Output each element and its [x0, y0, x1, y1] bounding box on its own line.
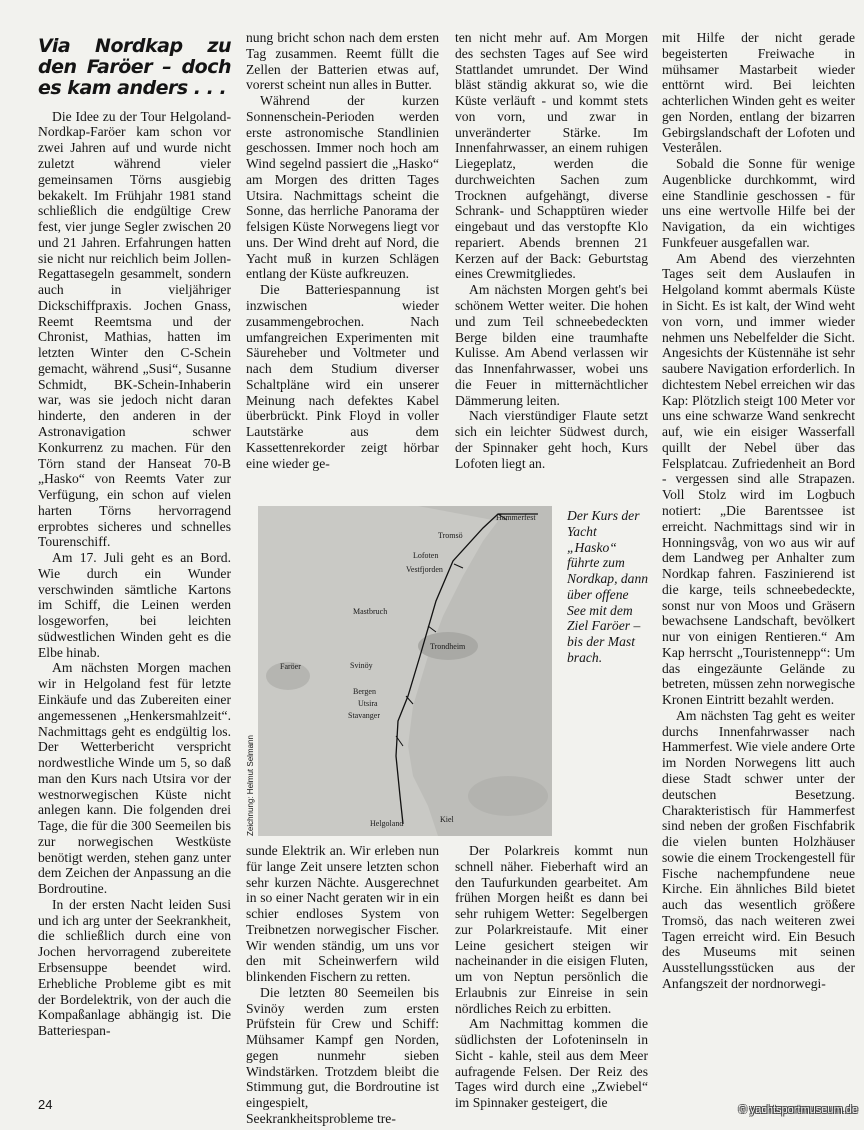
map-label-mastbruch: Mastbruch	[353, 607, 388, 616]
paragraph: Die Idee zu der Tour Helgoland-Nordkap-Faröer kam schon vor zwei Jahren auf und wurde nicht zuletzt während vieler gemeinsamen Törns ausgiebig bekakelt. Im Frühjahr 1981 stand schließlich die endgültige Crew fest, vier junge Segler zwischen 20 und 21 Jahren. Erfahrungen hatten sie nicht nur reichlich beim Jollen-Regattasegeln gesammelt, sondern auch in vieljähriger Dickschiffpraxis. Jochen Gnass, Reemt Reemtsma und der Chronist, Mathias, hatten im letzten Winter den C-Schein gemacht, während „Susi“, Susanne Schmidt, BK-Schein-Inhaberin war, was sie jedoch nicht daran hinderte, den anderen in der Astronavigation schwer Konkurrenz zu machen. Für den Törn stand der Hanseat 70-B „Hasko“ von Reemts Vater zur Verfügung, ein schon auf vielen harten Törns hervorragend erprobtes sicheres und schnelles Tourenschiff.	[38, 108, 231, 550]
paragraph: Die letzten 80 Seemeilen bis Svinöy werden zum ersten Prüfstein für Crew und Schiff: Mühsamer Kampf gen Norden, gegen nunmehr sieben Windstärken. Trotzdem bleibt die Stimmung gut, die Bordroutine ist eingespielt, Seekrankheitsprobleme tre-	[246, 984, 439, 1127]
paragraph: Am nächsten Tag geht es weiter durchs Innenfahrwasser nach Hammerfest. Wie viele andere Orte im Norden Norwegens litt auch diese Stadt schwer unter der deutschen Besetzung. Charakteristisch für Hammerfest sind neben der großen Fischfabrik die vielen bunten Holzhäuser sowie die einem Trockengestell für Fische nachempfundene neue Kirche. Ein ähnliches Bild bietet auch das wesentlich größere Tromsö, das nach weiteren zwei Tagen erreicht wird. Ein Besuch des Museums mit seinen Ausstellungsstücken aus der Anfangszeit der nordnorwegi-	[662, 707, 855, 991]
watermark: © yachtsportmuseum.de	[738, 1104, 858, 1116]
route-tick	[454, 564, 463, 568]
column-3-top	[455, 30, 648, 471]
map-credit	[236, 666, 256, 836]
map-label-tromso: Tromsö	[438, 531, 463, 540]
paragraph: Am nächsten Morgen geht's bei schönem Wetter weiter. Die hohen und zum Teil schneebedeckten Berge bilden eine traumhafte Kulisse. Am Abend verlassen wir das Innenfahrwasser, wobei uns die Feuer in mitternächtlicher Dämmerung leiten.	[455, 282, 648, 408]
map-label-bergen: Bergen	[353, 687, 376, 696]
column-4	[662, 30, 855, 992]
column-1	[38, 36, 231, 1039]
paragraph: Am Nachmittag kommen die südlichsten der Lofoteninseln in Sicht - kahle, steil aus dem Meer aufragende Felsen. Der Reiz des Tages wird durch eine „Zwiebel“ im Spinnaker gesteigert, die	[455, 1016, 648, 1111]
map-label-lofoten: Lofoten	[413, 551, 439, 560]
column-2-top	[246, 30, 439, 471]
map-label-trondheim: Trondheim	[430, 642, 466, 651]
danish-landmass	[468, 776, 548, 816]
map-label-stavanger: Stavanger	[348, 711, 380, 720]
map-credit-text: Zeichnung: Helmut Selmann	[246, 735, 255, 836]
paragraph: Der Polarkreis kommt nun schnell näher. Fieberhaft wird an den Taufurkunden gearbeitet. Am frühen Morgen heißt es dann bei sehr ruhigem Wetter: Segelbergen zur Polarkreistaufe. Mit einer Leine gesichert steigen wir nacheinander in die eisigen Fluten, um von Neptun persönlich die Erlaubnis zur Einreise in sein nördliches Reich zu erbitten.	[455, 843, 648, 1016]
paragraph: Sobald die Sonne für wenige Augenblicke durchkommt, wird eine Standlinie geschossen - für uns eine wertvolle Hilfe bei der Navigation, da ein wichtiges Funkfeuer ausgefallen war.	[662, 156, 855, 250]
paragraph: In der ersten Nacht leiden Susi und ich arg unter der Seekrankheit, die schließlich durch eine von Jochen hervorragend zubereitete Erbsensuppe beendet wird. Erhebliche Probleme gibt es mit der Bordelektrik, von der auch die Kompaßanlage abhängig ist. Die Batteriespan-	[38, 896, 231, 1039]
paragraph: Am nächsten Morgen machen wir in Helgoland fest für letzte Einkäufe und das Zubereiten einer angemessenen „Henkersmahlzeit“. Nachmittags geht es endgültig los. Der Wetterbericht verspricht nordwestliche Winde um 5, so daß man den Kurs nach Utsira vor der westnorwegischen Küste nicht anlegen kann. Die folgenden drei Tage, die für die 300 Seemeilen bis zur norwegischen Westküste benötigt werden, stehen ganz unter dem Zeichen der Anpassung an die Bordroutine.	[38, 660, 231, 897]
paragraph: nung bricht schon nach dem ersten Tag zusammen. Reemt füllt die Zellen der Batterien etwas auf, vorerst scheint nun alles in Butter.	[246, 30, 439, 93]
column-2-bottom	[246, 843, 439, 1127]
route-map-figure	[236, 506, 556, 836]
map-label-vestfjorden: Vestfjorden	[406, 565, 443, 574]
map-label-utsira: Utsira	[358, 699, 378, 708]
paragraph: Am 17. Juli geht es an Bord. Wie durch ein Wunder verschwinden sämtliche Kartons im Schiff, die Leinen werden losgeworfen, bei leichten südwestlichen Winden geht es die Elbe hinab.	[38, 550, 231, 660]
headline: Via Nordkap zu den Faröer – doch es kam anders . . .	[38, 35, 231, 99]
map-caption: Der Kurs der Yacht „Hasko“ führte zum Nordkap, dann über offene See mit dem Ziel Faröer – bis der Mast brach.	[567, 508, 649, 665]
paragraph: sunde Elektrik an. Wir erleben nun für lange Zeit unsere letzten schon sehr kurzen Nächte. Ausgerechnet in so einer Nacht geraten wir in ein schier endloses System von Treibnetzen norwegischer Fischer. Wir wenden ständig, um uns vor den mit Scheinwerfern wild blinkenden Fischern zu retten.	[246, 843, 439, 985]
route-map	[258, 506, 552, 836]
paragraph: Am Abend des vierzehnten Tages seit dem Auslaufen in Helgoland kommt abermals Küste in Sicht. Es ist kalt, der Wind weht von vorn, und immer wieder nehmen uns Nebelfelder die Sicht. Angesichts der Küstennähe ist sehr saubere Navigation erforderlich. In dichtestem Nebel erreichen wir das Kap: Plötzlich steigt 100 Meter vor uns eine schwarze Wand senkrecht auf, wie ein eisiger Wasserfall quillt der Nebel über das Felsplatcau. Zufriedenheit an Bord - vergessen sind alle Strapazen. Voll Stolz wird im Logbuch notiert: „Die Barentssee ist erreicht. Nachmittags sind wir in Honningsvåg, von wo aus wir auf dem Landweg per Anhalter zum Nordkap fahren. Faszinierend ist die karge, teils schneebedeckte, sonst nur von Moos und Gräsern bewachsene Landschaft, bevölkert nur von einigen Rentieren.“ Am Kap herrscht „Touristennepp“: Um das eingezäunte Gelände zu betreten, müssen zehn norwegische Kronen Eintritt bezahlt werden.	[662, 250, 855, 708]
paragraph: Die Batteriespannung ist inzwischen wieder zusammengebrochen. Nach umfangreichen Experimenten mit Säureheber und Voltmeter und nach dem Studium diverser Schaltpläne wird ein unserer Meinung nach defektes Kabel überbrückt. Pink Floyd in voller Lautstärke aus dem Kassettenrekorder zeigt hörbar eine wieder ge-	[246, 282, 439, 471]
route-tick	[428, 626, 436, 632]
map-label-faroer: Faröer	[280, 662, 301, 671]
paragraph: Nach vierstündiger Flaute setzt sich ein leichter Südwest durch, der Spinnaker geht hoch, Kurs Lofoten liegt an.	[455, 408, 648, 471]
map-label-kiel: Kiel	[440, 815, 454, 824]
paragraph: ten nicht mehr auf. Am Morgen des sechsten Tages auf See wird Stattlandet umrundet. Der Wind bläst ständig akkurat so, wie die Küste verläuft - und kommt stets von vorn, und zwar in unveränderter Stärke. Im Innenfahrwasser, an einem ruhigen Liegeplatz, werden die durchweichten Sachen zum Trocknen aufgehängt, diverse Schrank- und Schapptüren wieder eingebaut und das verstopfte Klo repariert. Abends brennen 21 Kerzen auf der Back: Geburtstag eines Crewmitgliedes.	[455, 30, 648, 282]
paragraph: mit Hilfe der nicht gerade begeisterten Freiwache in mühsamer Mastarbeit wieder enttörnt wird. Bei leichten achterlichen Winden geht es weiter gen Norden, entlang der bizarren Gebirgslandschaft der Lofoten und Vesterålen.	[662, 30, 855, 156]
map-label-helgoland: Helgoland	[370, 819, 404, 828]
page-number: 24	[38, 1097, 53, 1112]
map-label-hammerfest: Hammerfest	[496, 513, 536, 522]
paragraph: Während der kurzen Sonnenschein-Perioden werden erste astronomische Standlinien geschossen. Immer noch hoch am Wind segelnd passiert die „Hasko“ am Morgen des dritten Tages Utsira. Nachmittags scheint die Sonne, das herrliche Panorama der felsigen Küste Norwegens liegt vor uns. Der Wind dreht auf Nord, die Yacht muß in kurzen Schlägen entlang der Küste aufkreuzen.	[246, 93, 439, 282]
column-3-bottom	[455, 843, 648, 1111]
route-map-svg	[258, 506, 552, 836]
map-label-svinoy: Svinöy	[350, 661, 373, 670]
